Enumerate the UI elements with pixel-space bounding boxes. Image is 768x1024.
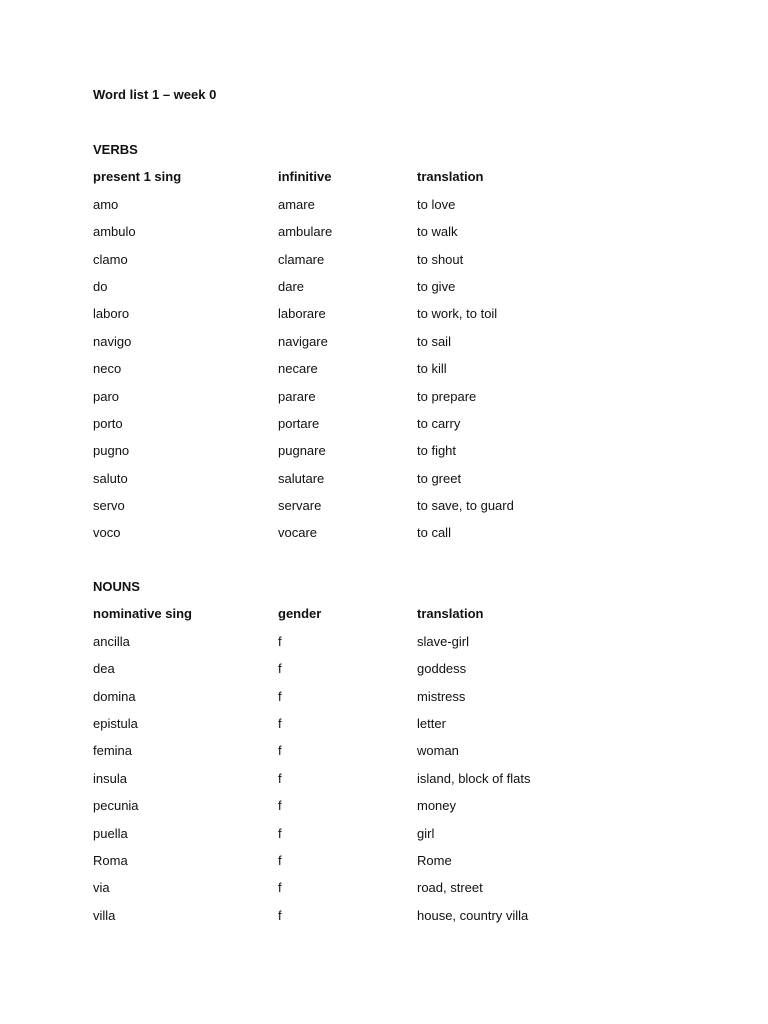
nouns-header-translation: translation [417, 606, 484, 622]
infinitive: necare [278, 361, 318, 377]
latin-word: epistula [93, 715, 138, 731]
table-row [93, 278, 693, 305]
infinitive: amare [278, 196, 315, 212]
table-row [93, 470, 693, 497]
infinitive: portare [278, 415, 320, 431]
latin-word: do [93, 278, 108, 294]
translation: to fight [417, 443, 457, 459]
latin-word: ancilla [93, 633, 130, 649]
table-row [93, 660, 693, 687]
latin-word: neco [93, 361, 122, 377]
infinitive: servare [278, 498, 322, 514]
gender: f [278, 907, 282, 923]
nouns-header-row [93, 605, 693, 632]
latin-word: insula [93, 770, 127, 786]
latin-word: paro [93, 388, 120, 404]
latin-word: pugno [93, 443, 130, 459]
infinitive: navigare [278, 333, 328, 349]
table-row [93, 688, 693, 715]
translation: to walk [417, 224, 458, 240]
verbs-header-row [93, 168, 693, 195]
table-row [93, 524, 693, 551]
latin-word: navigo [93, 333, 132, 349]
gender: f [278, 661, 282, 677]
translation: to call [417, 525, 451, 541]
table-row [93, 907, 693, 934]
infinitive: salutare [278, 470, 325, 486]
latin-word: puella [93, 825, 128, 841]
nouns-header-gender: gender [278, 606, 322, 622]
translation: to kill [417, 361, 447, 377]
latin-word: clamo [93, 251, 128, 267]
translation: to give [417, 278, 456, 294]
translation: Rome [417, 852, 452, 868]
nouns-heading: NOUNS [93, 579, 140, 594]
latin-word: voco [93, 525, 121, 541]
latin-word: via [93, 880, 110, 896]
infinitive: parare [278, 388, 316, 404]
table-row [93, 415, 693, 442]
latin-word: femina [93, 743, 133, 759]
table-row [93, 497, 693, 524]
infinitive: dare [278, 278, 305, 294]
table-row [93, 879, 693, 906]
page-title: Word list 1 – week 0 [93, 87, 217, 102]
gender: f [278, 852, 282, 868]
latin-word: porto [93, 415, 123, 431]
latin-word: saluto [93, 470, 128, 486]
table-row [93, 825, 693, 852]
latin-word: amo [93, 196, 119, 212]
gender: f [278, 770, 282, 786]
table-row [93, 305, 693, 332]
translation: to carry [417, 415, 461, 431]
latin-word: pecunia [93, 798, 139, 814]
translation: mistress [417, 688, 466, 704]
translation: money [417, 798, 457, 814]
latin-word: villa [93, 907, 116, 923]
translation: woman [417, 743, 459, 759]
translation: island, block of flats [417, 770, 531, 786]
gender: f [278, 688, 282, 704]
table-row [93, 388, 693, 415]
translation: road, street [417, 880, 483, 896]
nouns-section [93, 578, 693, 934]
table-row [93, 223, 693, 250]
translation: slave-girl [417, 633, 470, 649]
nouns-header-nominative: nominative sing [93, 606, 192, 622]
translation: goddess [417, 661, 467, 677]
infinitive: pugnare [278, 443, 326, 459]
infinitive: laborare [278, 306, 326, 322]
latin-word: ambulo [93, 224, 136, 240]
gender: f [278, 715, 282, 731]
table-row [93, 797, 693, 824]
translation: girl [417, 825, 435, 841]
table-row [93, 852, 693, 879]
translation: to greet [417, 470, 462, 486]
translation: to shout [417, 251, 464, 267]
verbs-section [93, 141, 693, 552]
latin-word: domina [93, 688, 136, 704]
verbs-header-present: present 1 sing [93, 169, 182, 185]
latin-word: Roma [93, 852, 128, 868]
latin-word: laboro [93, 306, 130, 322]
table-row [93, 251, 693, 278]
table-row [93, 442, 693, 469]
table-row [93, 715, 693, 742]
verbs-header-infinitive: infinitive [278, 169, 332, 185]
table-row [93, 742, 693, 769]
translation: to prepare [417, 388, 477, 404]
latin-word: servo [93, 498, 125, 514]
translation: to sail [417, 333, 451, 349]
gender: f [278, 880, 282, 896]
table-row [93, 196, 693, 223]
infinitive: ambulare [278, 224, 333, 240]
infinitive: clamare [278, 251, 325, 267]
translation: to work, to toil [417, 306, 498, 322]
translation: to love [417, 196, 456, 212]
gender: f [278, 825, 282, 841]
translation: to save, to guard [417, 498, 514, 514]
table-row [93, 633, 693, 660]
latin-word: dea [93, 661, 115, 677]
verbs-header-translation: translation [417, 169, 484, 185]
table-row [93, 360, 693, 387]
gender: f [278, 743, 282, 759]
infinitive: vocare [278, 525, 318, 541]
gender: f [278, 798, 282, 814]
table-row [93, 333, 693, 360]
gender: f [278, 633, 282, 649]
translation: house, country villa [417, 907, 529, 923]
translation: letter [417, 715, 446, 731]
table-row [93, 770, 693, 797]
verbs-heading: VERBS [93, 142, 138, 157]
